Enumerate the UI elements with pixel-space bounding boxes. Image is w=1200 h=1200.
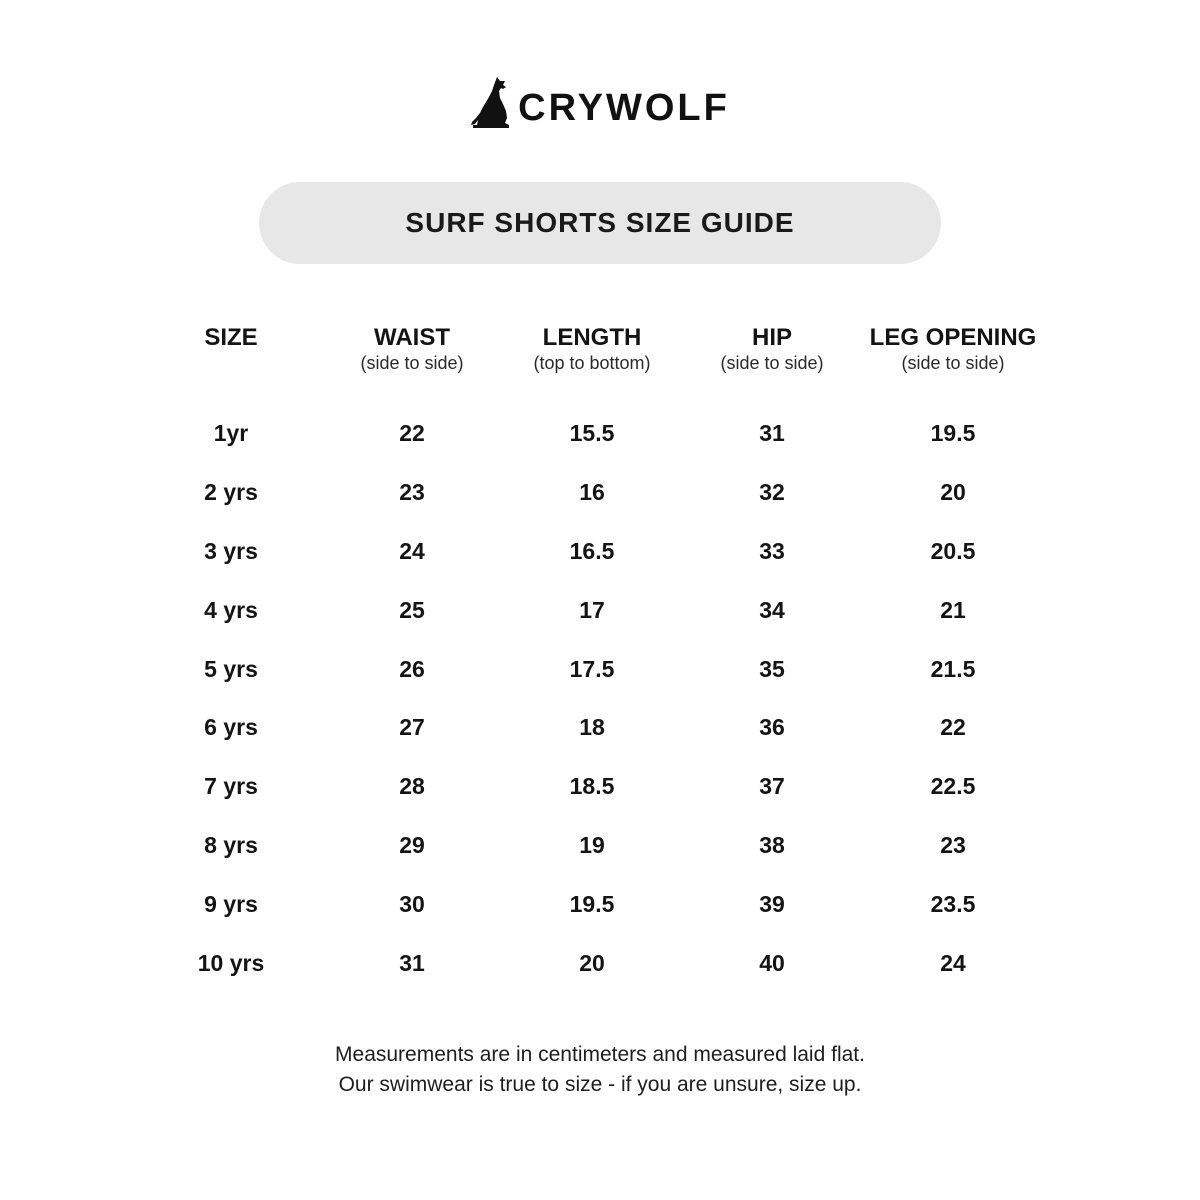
header-size: [131, 324, 331, 352]
header-label: WAIST: [374, 324, 450, 351]
cell-waist: 30: [399, 891, 425, 918]
header-hip: [672, 324, 872, 374]
header-waist: [312, 324, 512, 374]
table-row: [0, 475, 1200, 534]
cell-size: 4 yrs: [204, 596, 258, 623]
cell-hip: 39: [759, 891, 785, 918]
header-label: LEG OPENING: [869, 324, 1037, 351]
cell-leg-opening: 20: [940, 478, 966, 505]
cell-length: 18: [579, 714, 605, 741]
cell-waist: 23: [399, 478, 425, 505]
header-leg-opening: [853, 324, 1053, 374]
cell-waist: 27: [399, 714, 425, 741]
table-row: [0, 416, 1200, 475]
cell-size: 5 yrs: [204, 655, 258, 682]
footer-note: [0, 1040, 1200, 1100]
cell-length: 15.5: [569, 420, 615, 446]
header-label: SIZE: [204, 324, 258, 351]
cell-length: 18.5: [569, 773, 615, 800]
page-title: SURF SHORTS SIZE GUIDE: [405, 207, 795, 238]
cell-length: 20: [579, 950, 605, 977]
cell-length: 19.5: [569, 891, 615, 918]
cell-size: 10 yrs: [197, 950, 265, 977]
table-row: [0, 769, 1200, 828]
title-banner: [259, 182, 941, 264]
cell-waist: 29: [399, 832, 425, 859]
cell-size: 6 yrs: [204, 714, 258, 741]
cell-length: 17.5: [569, 655, 615, 682]
cell-leg-opening: 24: [940, 950, 966, 977]
cell-leg-opening: 21.5: [930, 655, 976, 682]
cell-hip: 37: [759, 773, 785, 800]
cell-leg-opening: 20.5: [930, 537, 976, 564]
cell-length: 16.5: [569, 537, 615, 564]
cell-waist: 24: [399, 537, 425, 564]
header-sub: (side to side): [360, 353, 464, 373]
cell-leg-opening: 22.5: [930, 773, 976, 800]
cell-waist: 28: [399, 773, 425, 800]
cell-hip: 36: [759, 714, 785, 741]
cell-size: 9 yrs: [204, 891, 258, 918]
table-row: [0, 946, 1200, 1005]
cell-leg-opening: 23: [940, 832, 966, 859]
brand-name: CRYWOLF: [518, 87, 730, 129]
table-row: [0, 887, 1200, 946]
table-row: [0, 710, 1200, 769]
table-row: [0, 593, 1200, 652]
cell-leg-opening: 19.5: [930, 420, 976, 446]
cell-waist: 25: [399, 596, 425, 623]
size-table: [0, 324, 1200, 977]
cell-size: 1yr: [213, 420, 249, 446]
header-label: LENGTH: [542, 324, 642, 351]
table-row: [0, 652, 1200, 711]
cell-waist: 26: [399, 655, 425, 682]
footer-line-2: Our swimwear is true to size - if you are unsure, size up.: [338, 1073, 862, 1096]
header-sub: (side to side): [720, 353, 824, 373]
cell-length: 17: [579, 596, 605, 623]
cell-hip: 32: [759, 478, 785, 505]
cell-size: 7 yrs: [204, 773, 258, 800]
howling-wolf-icon: [470, 76, 510, 128]
table-row: [0, 828, 1200, 887]
cell-leg-opening: 21: [940, 596, 966, 623]
brand-logo: [0, 76, 1200, 128]
cell-size: 3 yrs: [204, 537, 258, 564]
header-length: [492, 324, 692, 374]
table-body: [0, 416, 1200, 1005]
cell-hip: 40: [759, 950, 785, 977]
cell-waist: 22: [399, 420, 425, 446]
header-label: HIP: [751, 324, 792, 351]
cell-leg-opening: 23.5: [930, 891, 976, 918]
cell-size: 8 yrs: [204, 832, 258, 859]
table-row: [0, 534, 1200, 593]
cell-hip: 34: [759, 596, 785, 623]
header-sub: (top to bottom): [533, 353, 651, 373]
cell-hip: 38: [759, 832, 785, 859]
cell-length: 16: [579, 478, 605, 505]
cell-hip: 31: [759, 420, 785, 446]
cell-leg-opening: 22: [940, 714, 966, 741]
footer-line-1: Measurements are in centimeters and measured laid flat.: [335, 1043, 865, 1066]
cell-waist: 31: [399, 950, 425, 977]
table-header-row: [0, 324, 1200, 384]
cell-size: 2 yrs: [204, 478, 258, 505]
cell-hip: 35: [759, 655, 785, 682]
cell-hip: 33: [759, 537, 785, 564]
cell-length: 19: [579, 832, 605, 859]
header-sub: (side to side): [901, 353, 1005, 373]
